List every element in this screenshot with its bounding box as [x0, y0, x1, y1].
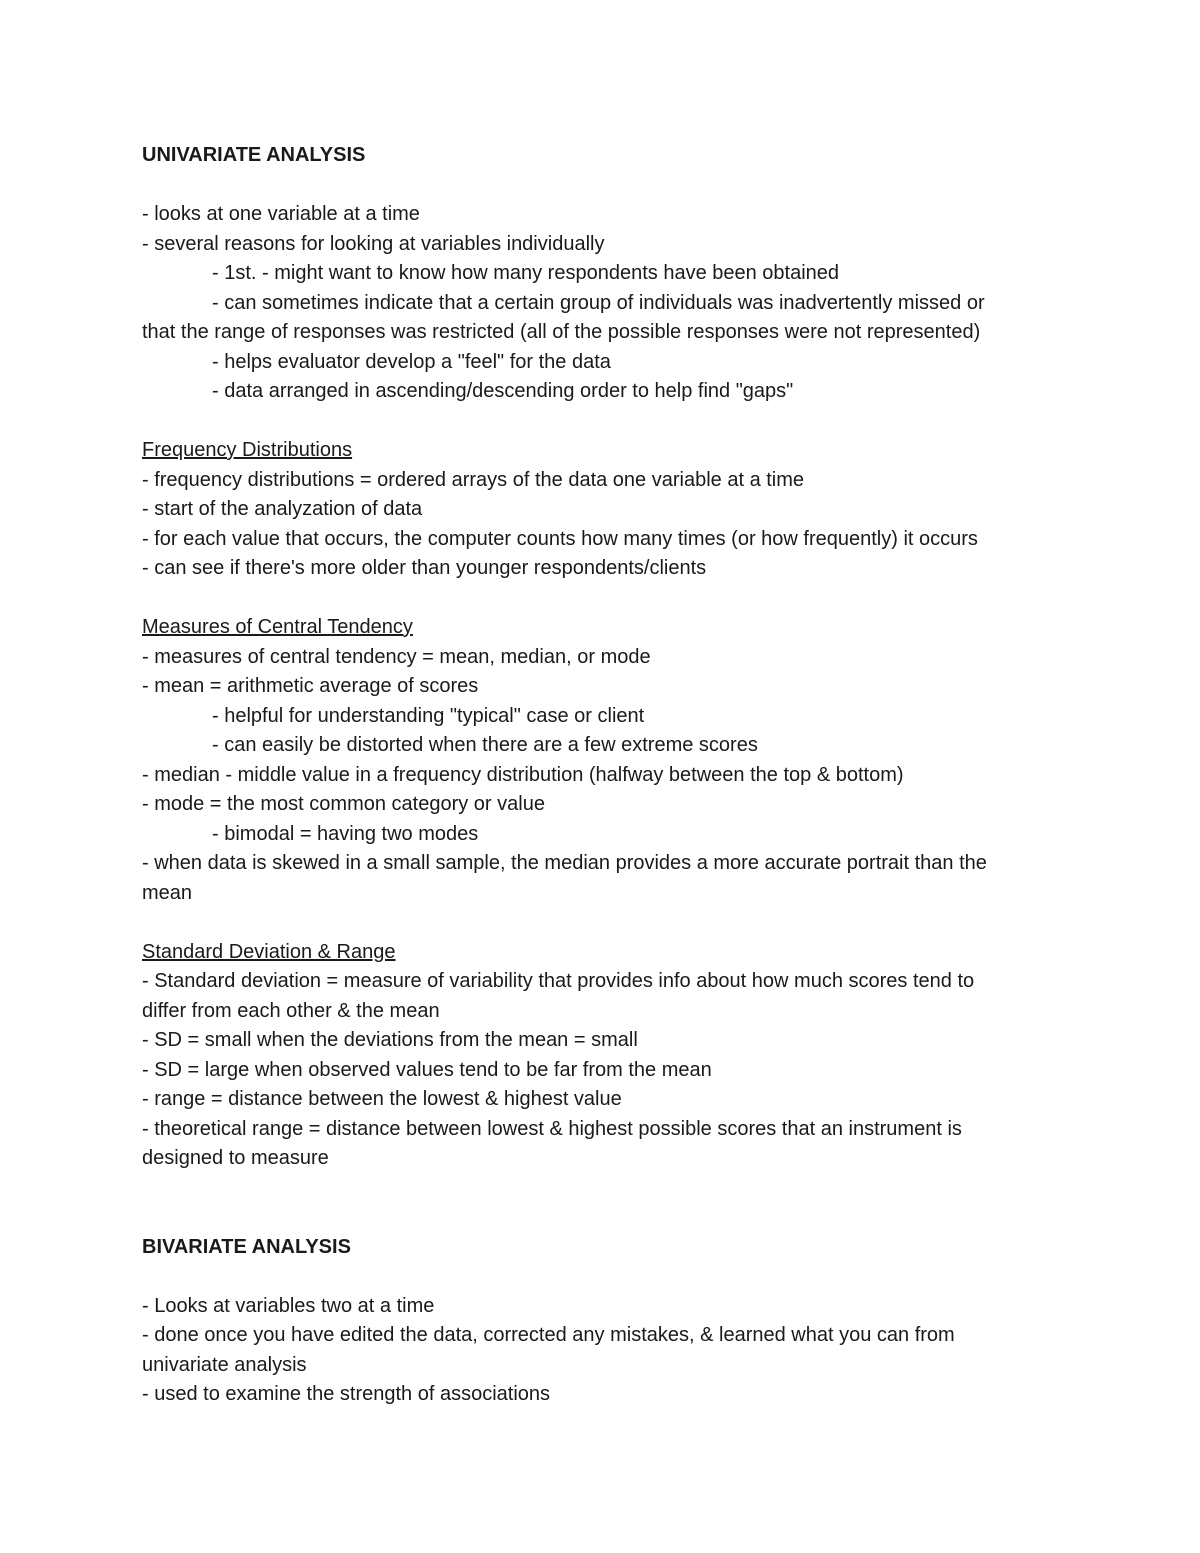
spacer: [142, 908, 1072, 938]
spacer: [142, 1174, 1072, 1233]
bivariate-line: - Looks at variables two at a time: [142, 1294, 435, 1317]
univariate-line: - several reasons for looking at variables individually: [142, 232, 605, 255]
sd-range-line: - SD = small when the deviations from the mean = small: [142, 1029, 638, 1051]
central-tendency-heading: Measures of Central Tendency: [142, 616, 413, 638]
bivariate-line: univariate analysis: [142, 1353, 307, 1376]
frequency-line: - frequency distributions = ordered arrays of the data one variable at a time: [142, 468, 805, 491]
central-tendency-indented-line: - bimodal = having two modes: [212, 822, 479, 845]
central-tendency-line: - mode = the most common category or value: [142, 793, 545, 815]
frequency-line: - can see if there's more older than younger respondents/clients: [142, 557, 707, 579]
bivariate-line: - used to examine the strength of associations: [142, 1383, 551, 1405]
frequency-line: - for each value that occurs, the computer counts how many times (or how frequently) it occurs: [142, 527, 978, 550]
central-tendency-line: - median - middle value in a frequency distribution (halfway between the top & bottom): [142, 763, 904, 786]
sd-range-line: designed to measure: [142, 1147, 329, 1169]
sd-range-line: - theoretical range = distance between lowest & highest possible scores that an instrument is: [142, 1117, 962, 1140]
central-tendency-line: - mean = arithmetic average of scores: [142, 675, 479, 697]
spacer: [142, 171, 1072, 201]
univariate-indented-line: - helps evaluator develop a "feel" for the data: [212, 350, 611, 373]
sd-range-line: - range = distance between the lowest & highest value: [142, 1088, 622, 1110]
univariate-indented-line: - can sometimes indicate that a certain group of individuals was inadvertently missed or: [212, 291, 985, 314]
spacer: [142, 584, 1072, 614]
frequency-line: - start of the analyzation of data: [142, 498, 423, 520]
univariate-indented-line: - data arranged in ascending/descending order to help find "gaps": [212, 380, 794, 402]
univariate-line: - looks at one variable at a time: [142, 203, 420, 225]
sd-range-line: - Standard deviation = measure of variability that provides info about how much scores tend to: [142, 970, 975, 992]
frequency-heading: Frequency Distributions: [142, 439, 353, 461]
univariate-heading: UNIVARIATE ANALYSIS: [142, 144, 366, 166]
central-tendency-indented-line: - helpful for understanding "typical" case or client: [212, 704, 645, 727]
bivariate-line: - done once you have edited the data, corrected any mistakes, & learned what you can from: [142, 1324, 955, 1346]
univariate-continuation-line: that the range of responses was restricted (all of the possible responses were not represented): [142, 321, 981, 343]
univariate-indented-line: - 1st. - might want to know how many respondents have been obtained: [212, 262, 840, 284]
document-page: [142, 141, 1072, 1410]
spacer: [142, 407, 1072, 437]
central-tendency-indented-line: - can easily be distorted when there are a few extreme scores: [212, 734, 758, 756]
spacer: [142, 1262, 1072, 1292]
central-tendency-line: - when data is skewed in a small sample, the median provides a more accurate portrait than the: [142, 852, 987, 874]
central-tendency-line: - measures of central tendency = mean, median, or mode: [142, 645, 651, 668]
sd-range-heading: Standard Deviation & Range: [142, 940, 396, 963]
sd-range-line: differ from each other & the mean: [142, 999, 440, 1022]
sd-range-line: - SD = large when observed values tend to be far from the mean: [142, 1058, 712, 1081]
bivariate-heading: BIVARIATE ANALYSIS: [142, 1235, 351, 1258]
central-tendency-line: mean: [142, 881, 193, 904]
